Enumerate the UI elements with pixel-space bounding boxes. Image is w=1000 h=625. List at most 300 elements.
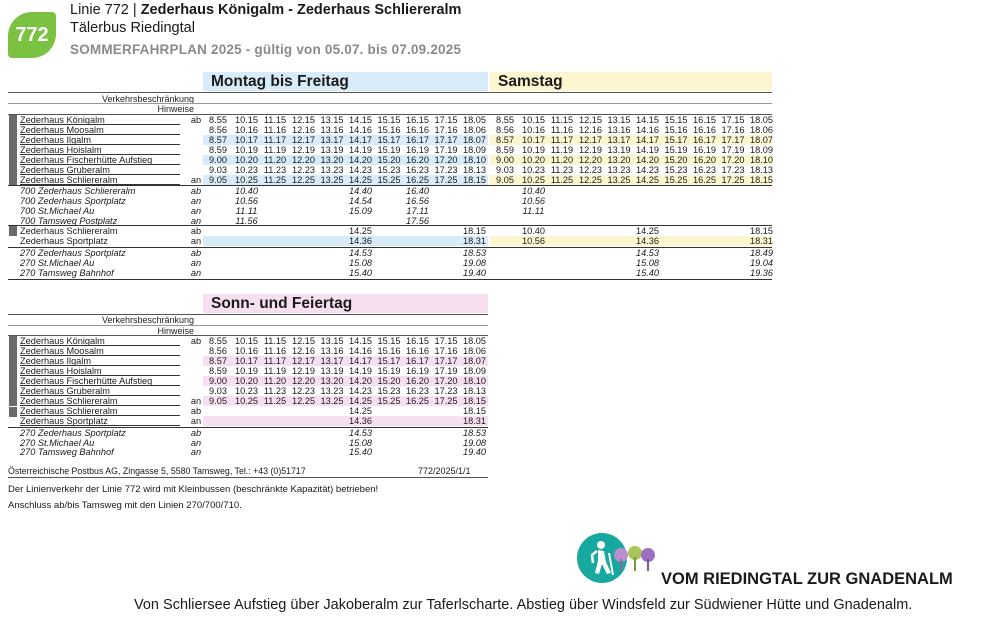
saturday-time: 10.17 xyxy=(522,134,545,145)
sunday-time: 12.20 xyxy=(292,375,315,386)
saturday-time: 15.16 xyxy=(664,124,688,135)
weekday-time: 14.19 xyxy=(349,144,372,155)
saturday-time: 11.20 xyxy=(550,154,574,165)
weekday-time: 15.40 xyxy=(349,268,372,279)
weekday-time: 17.17 xyxy=(434,134,458,145)
sunday-time: 9.03 xyxy=(209,385,227,396)
stop-name: Zederhaus Königalm xyxy=(20,336,105,346)
weekday-time: 11.17 xyxy=(263,134,287,145)
sunday-time: 15.19 xyxy=(377,365,401,376)
line-prefix: Linie 772 xyxy=(70,2,129,18)
weekday-time: 16.17 xyxy=(406,134,429,145)
promo-description: Von Schliersee Aufstieg über Jakoberalm zur Taferlscharte. Abstieg über Windsfeld zur Südwiener Hütte und Gnadenalm. xyxy=(134,597,913,613)
weekday-time: 12.19 xyxy=(292,144,315,155)
connection-row xyxy=(20,447,780,457)
sunday-time: 10.23 xyxy=(235,385,258,396)
sunday-time: 17.23 xyxy=(434,385,458,396)
arr-dep-flag: an xyxy=(190,236,202,247)
sunday-time: 15.15 xyxy=(377,336,401,346)
stop-name: Zederhaus Fischerhütte Aufstieg xyxy=(20,375,153,386)
weekday-time: 16.19 xyxy=(406,144,429,155)
saturday-time: 17.15 xyxy=(721,115,745,125)
saturday-time: 14.15 xyxy=(636,115,659,125)
weekday-time: 17.11 xyxy=(406,205,429,216)
saturday-time: 18.49 xyxy=(750,248,773,259)
saturday-time: 14.36 xyxy=(636,236,659,247)
sunday-time: 16.17 xyxy=(406,355,429,366)
timetable-reference: 772/2025/1/1 xyxy=(418,466,471,476)
arr-dep-flag: ab xyxy=(190,248,202,259)
sunday-time: 17.16 xyxy=(434,345,458,356)
saturday-time: 16.16 xyxy=(693,124,716,135)
line-number-badge: 772 xyxy=(8,12,56,58)
saturday-time: 13.25 xyxy=(607,174,631,185)
arr-dep-flag: an xyxy=(190,215,202,226)
weekday-time: 14.20 xyxy=(349,154,372,165)
weekday-time: 18.05 xyxy=(463,115,486,125)
weekday-time: 18.10 xyxy=(463,154,486,165)
sunday-time: 13.23 xyxy=(320,385,344,396)
sunday-time: 15.40 xyxy=(349,447,372,458)
saturday-time: 19.36 xyxy=(750,268,773,279)
weekday-time: 13.19 xyxy=(320,144,344,155)
saturday-time: 16.23 xyxy=(693,164,716,175)
weekday-time: 10.20 xyxy=(235,154,258,165)
saturday-time: 8.59 xyxy=(496,144,514,155)
sunday-time: 17.17 xyxy=(434,355,458,366)
minibus-note: Der Linienverkehr der Linie 772 wird mit Kleinbussen (beschränkte Kapazität) betrieben! xyxy=(8,484,379,495)
sunday-time: 14.19 xyxy=(349,365,372,376)
sunday-time: 13.16 xyxy=(320,345,344,356)
stop-name: 700 St.Michael Au xyxy=(20,205,95,216)
stop-name: 700 Zederhaus Sportplatz xyxy=(20,195,126,206)
stop-name: Zederhaus Ilgalm xyxy=(20,134,91,145)
weekday-time: 15.08 xyxy=(349,258,372,269)
sunday-time: 12.16 xyxy=(292,345,315,356)
saturday-time: 10.40 xyxy=(522,226,545,237)
saturday-time: 10.20 xyxy=(522,154,545,165)
sunday-time: 8.56 xyxy=(209,345,227,356)
stop-name: Zederhaus Schliereralm xyxy=(20,174,118,185)
saturday-time: 17.25 xyxy=(721,174,745,185)
weekday-time: 14.17 xyxy=(349,134,372,145)
saturday-time: 15.23 xyxy=(664,164,688,175)
weekday-time: 8.56 xyxy=(209,124,227,135)
saturday-time: 12.23 xyxy=(579,164,602,175)
section-weekday: Montag bis Freitag xyxy=(203,72,488,91)
sunday-time: 10.17 xyxy=(235,355,258,366)
line-title xyxy=(70,2,461,18)
arr-dep-flag: an xyxy=(190,268,202,279)
saturday-time: 8.57 xyxy=(496,134,514,145)
sunday-time: 16.25 xyxy=(406,395,429,406)
arr-dep-flag: an xyxy=(190,258,202,269)
weekday-time: 11.23 xyxy=(263,164,287,175)
saturday-time: 8.55 xyxy=(496,115,514,125)
stop-name: Zederhaus Ilgalm xyxy=(20,355,91,366)
stop-name: Zederhaus Schliereralm xyxy=(20,395,118,406)
sunday-time: 17.25 xyxy=(434,395,458,406)
sunday-time: 18.31 xyxy=(463,415,486,426)
title-separator: | xyxy=(132,2,137,18)
arr-dep-flag: an xyxy=(190,395,202,406)
weekday-time: 14.25 xyxy=(349,174,372,185)
weekday-time: 8.55 xyxy=(209,115,227,125)
sunday-time: 12.23 xyxy=(292,385,315,396)
arr-dep-flag: ab xyxy=(190,427,202,438)
saturday-time: 15.25 xyxy=(664,174,688,185)
sunday-time: 14.23 xyxy=(349,385,372,396)
weekday-time: 14.36 xyxy=(349,236,372,247)
saturday-time: 14.23 xyxy=(636,164,659,175)
weekday-time: 18.53 xyxy=(463,248,486,259)
sunday-time: 13.20 xyxy=(320,375,344,386)
sunday-time: 14.36 xyxy=(349,415,372,426)
weekday-time: 18.06 xyxy=(463,124,486,135)
weekday-time: 10.19 xyxy=(235,144,258,155)
arr-dep-flag: an xyxy=(190,437,202,448)
sunday-time: 10.25 xyxy=(235,395,258,406)
weekday-time: 13.20 xyxy=(320,154,344,165)
weekday-time: 12.25 xyxy=(292,174,315,185)
timetable-row xyxy=(20,236,780,246)
arr-dep-flag: an xyxy=(190,447,202,458)
stop-name: Zederhaus Schliereralm xyxy=(20,226,118,237)
sunday-time: 11.20 xyxy=(263,375,287,386)
weekday-time: 18.09 xyxy=(463,144,486,155)
sunday-time: 18.07 xyxy=(463,355,486,366)
arr-dep-flag: an xyxy=(190,415,202,426)
saturday-time: 9.03 xyxy=(496,164,514,175)
timetable-row xyxy=(20,226,780,236)
weekday-time: 10.40 xyxy=(235,185,258,196)
saturday-time: 10.23 xyxy=(522,164,545,175)
stop-name: Zederhaus Moosalm xyxy=(20,345,104,356)
stop-group-bar xyxy=(9,115,17,185)
saturday-time: 13.20 xyxy=(607,154,631,165)
saturday-time: 18.15 xyxy=(750,226,773,237)
weekday-time: 14.15 xyxy=(349,115,372,125)
saturday-time: 14.53 xyxy=(636,248,659,259)
sunday-time: 11.16 xyxy=(263,345,287,356)
sunday-time: 18.13 xyxy=(463,385,486,396)
weekday-time: 10.15 xyxy=(235,115,258,125)
sunday-time: 15.23 xyxy=(377,385,401,396)
saturday-time: 18.10 xyxy=(750,154,773,165)
sunday-time: 17.20 xyxy=(434,375,458,386)
weekday-time: 11.11 xyxy=(235,205,258,216)
weekday-time: 12.20 xyxy=(292,154,315,165)
saturday-time: 13.17 xyxy=(607,134,631,145)
weekday-time: 10.25 xyxy=(235,174,258,185)
arr-dep-flag: ab xyxy=(190,405,202,416)
stop-name: 270 Zederhaus Sportplatz xyxy=(20,427,126,438)
weekday-time: 13.23 xyxy=(320,164,344,175)
saturday-time: 12.17 xyxy=(579,134,602,145)
connection-row xyxy=(20,428,780,438)
sunday-time: 14.25 xyxy=(349,395,372,406)
weekday-time: 18.13 xyxy=(463,164,486,175)
sunday-time: 12.17 xyxy=(292,355,315,366)
weekday-time: 15.19 xyxy=(377,144,401,155)
saturday-time: 15.40 xyxy=(636,268,659,279)
weekday-time: 14.40 xyxy=(349,185,372,196)
route-name: Zederhaus Königalm - Zederhaus Schliereralm xyxy=(140,2,462,18)
sunday-time: 18.06 xyxy=(463,345,486,356)
weekday-time: 14.16 xyxy=(349,124,372,135)
saturday-time: 16.20 xyxy=(693,154,716,165)
saturday-time: 11.25 xyxy=(550,174,574,185)
weekday-time: 13.17 xyxy=(320,134,344,145)
saturday-time: 10.16 xyxy=(522,124,545,135)
weekday-time: 15.23 xyxy=(377,164,401,175)
saturday-time: 12.25 xyxy=(579,174,602,185)
weekday-time: 14.25 xyxy=(349,226,372,237)
table-bottom-rule xyxy=(8,279,772,280)
line-subtitle: Tälerbus Riedingtal xyxy=(70,20,195,36)
stop-name: 270 St.Michael Au xyxy=(20,437,95,448)
weekday-time: 16.25 xyxy=(406,174,429,185)
sunday-time: 17.19 xyxy=(434,365,458,376)
weekday-time: 9.05 xyxy=(209,174,227,185)
saturday-time: 18.13 xyxy=(750,164,773,175)
weekday-time: 14.23 xyxy=(349,164,372,175)
sunday-time: 8.55 xyxy=(209,336,227,346)
sunday-time: 13.25 xyxy=(320,395,344,406)
sunday-time: 18.15 xyxy=(463,405,486,416)
connection-row xyxy=(20,438,780,448)
saturday-time: 17.17 xyxy=(721,134,745,145)
weekday-time: 16.20 xyxy=(406,154,429,165)
arr-dep-flag: ab xyxy=(190,115,202,125)
sunday-time: 14.16 xyxy=(349,345,372,356)
weekday-time: 12.23 xyxy=(292,164,315,175)
stop-name: Zederhaus Hoislalm xyxy=(20,144,102,155)
sunday-time: 19.08 xyxy=(463,437,486,448)
stop-name: Zederhaus Hoislalm xyxy=(20,365,102,376)
sunday-time: 16.20 xyxy=(406,375,429,386)
sunday-time: 11.19 xyxy=(263,365,287,376)
notes-label: Hinweise xyxy=(157,104,194,114)
footer-rule xyxy=(8,477,488,478)
weekday-time: 11.25 xyxy=(263,174,287,185)
season-validity: SOMMERFAHRPLAN 2025 - gültig von 05.07. bis 07.09.2025 xyxy=(70,42,462,57)
stop-name: Zederhaus Sportplatz xyxy=(20,415,108,426)
sunday-time: 10.20 xyxy=(235,375,258,386)
connection-row xyxy=(20,196,780,206)
saturday-time: 10.56 xyxy=(522,236,545,247)
weekday-time: 12.16 xyxy=(292,124,315,135)
saturday-time: 16.15 xyxy=(693,115,716,125)
stop-name: Zederhaus Schliereralm xyxy=(20,405,118,416)
sunday-time: 10.15 xyxy=(235,336,258,346)
weekday-time: 8.57 xyxy=(209,134,227,145)
saturday-time: 9.05 xyxy=(496,174,514,185)
section-saturday: Samstag xyxy=(490,72,772,91)
saturday-time: 16.19 xyxy=(693,144,716,155)
sunday-time: 18.53 xyxy=(463,427,486,438)
weekday-time: 16.56 xyxy=(406,195,429,206)
arr-dep-flag: an xyxy=(190,174,202,185)
saturday-time: 12.15 xyxy=(579,115,602,125)
sunday-time: 16.23 xyxy=(406,385,429,396)
connection-row xyxy=(20,248,780,258)
saturday-time: 11.19 xyxy=(550,144,574,155)
sunday-time: 14.25 xyxy=(349,405,372,416)
saturday-time: 13.23 xyxy=(607,164,631,175)
sunday-time: 18.10 xyxy=(463,375,486,386)
sunday-time: 17.15 xyxy=(434,336,458,346)
weekday-time: 10.16 xyxy=(235,124,258,135)
weekday-time: 14.53 xyxy=(349,248,372,259)
saturday-time: 19.04 xyxy=(750,258,773,269)
sunday-time: 18.09 xyxy=(463,365,486,376)
saturday-time: 18.09 xyxy=(750,144,773,155)
sunday-time: 16.19 xyxy=(406,365,429,376)
weekday-time: 8.59 xyxy=(209,144,227,155)
weekday-time: 11.56 xyxy=(235,215,258,226)
saturday-time: 8.56 xyxy=(496,124,514,135)
stop-name: 700 Tamsweg Postplatz xyxy=(20,215,118,226)
sunday-time: 11.25 xyxy=(263,395,287,406)
saturday-time: 17.23 xyxy=(721,164,745,175)
connection-note: Anschluss ab/bis Tamsweg mit den Linien 270/700/710. xyxy=(8,500,242,511)
saturday-time: 15.08 xyxy=(636,258,659,269)
sunday-time: 15.08 xyxy=(349,437,372,448)
stop-name: Zederhaus Sportplatz xyxy=(20,236,108,247)
weekday-time: 18.15 xyxy=(463,226,486,237)
weekday-time: 13.16 xyxy=(320,124,344,135)
sunday-time: 11.23 xyxy=(263,385,287,396)
weekday-time: 17.19 xyxy=(434,144,458,155)
section-sunday: Sonn- und Feiertag xyxy=(203,294,488,313)
stop-name: Zederhaus Gruberalm xyxy=(20,164,110,175)
weekday-time: 12.17 xyxy=(292,134,315,145)
connection-row xyxy=(20,258,780,268)
weekday-time: 13.15 xyxy=(320,115,344,125)
saturday-time: 17.16 xyxy=(721,124,745,135)
weekday-time: 9.03 xyxy=(209,164,227,175)
weekday-time: 14.54 xyxy=(349,195,372,206)
saturday-time: 18.06 xyxy=(750,124,773,135)
sunday-notes-label: Hinweise xyxy=(157,326,194,336)
saturday-time: 17.19 xyxy=(721,144,745,155)
weekday-time: 15.15 xyxy=(377,115,401,125)
weekday-time: 16.40 xyxy=(406,185,429,196)
weekday-time: 11.16 xyxy=(263,124,287,135)
saturday-time: 17.20 xyxy=(721,154,745,165)
sunday-time: 10.19 xyxy=(235,365,258,376)
weekday-time: 17.23 xyxy=(434,164,458,175)
weekday-time: 16.16 xyxy=(406,124,429,135)
sunday-time: 9.00 xyxy=(209,375,227,386)
sunday-time: 13.19 xyxy=(320,365,344,376)
sunday-time: 12.19 xyxy=(292,365,315,376)
saturday-time: 10.19 xyxy=(522,144,545,155)
saturday-time: 11.17 xyxy=(550,134,574,145)
weekday-time: 10.17 xyxy=(235,134,258,145)
saturday-time: 10.40 xyxy=(522,185,545,196)
sunday-time: 15.20 xyxy=(377,375,401,386)
sunday-time: 13.15 xyxy=(320,336,344,346)
sunday-time: 15.25 xyxy=(377,395,401,406)
sunday-time: 8.59 xyxy=(209,365,227,376)
saturday-time: 15.15 xyxy=(664,115,688,125)
saturday-time: 14.20 xyxy=(636,154,659,165)
weekday-time: 17.56 xyxy=(406,215,429,226)
weekday-time: 16.23 xyxy=(406,164,429,175)
saturday-time: 9.00 xyxy=(496,154,514,165)
sunday-time: 10.16 xyxy=(235,345,258,356)
connection-row xyxy=(20,206,780,216)
sunday-time: 18.05 xyxy=(463,336,486,346)
weekday-time: 17.20 xyxy=(434,154,458,165)
weekday-time: 12.15 xyxy=(292,115,315,125)
saturday-time: 13.19 xyxy=(607,144,631,155)
stop-name: 270 St.Michael Au xyxy=(20,258,95,269)
arr-dep-flag: an xyxy=(190,205,202,216)
weekday-time: 18.07 xyxy=(463,134,486,145)
sunday-time: 8.57 xyxy=(209,355,227,366)
saturday-time: 11.16 xyxy=(550,124,574,135)
weekday-time: 17.15 xyxy=(434,115,458,125)
connection-row xyxy=(20,268,780,278)
sunday-time: 9.05 xyxy=(209,395,227,406)
sunday-time: 18.15 xyxy=(463,395,486,406)
saturday-time: 16.25 xyxy=(693,174,716,185)
stop-name: Zederhaus Moosalm xyxy=(20,124,104,135)
saturday-time: 18.05 xyxy=(750,115,773,125)
sunday-restriction-label: Verkehrsbeschränkung xyxy=(101,315,194,325)
arr-dep-flag: an xyxy=(190,195,202,206)
saturday-time: 13.16 xyxy=(607,124,631,135)
weekday-time: 16.15 xyxy=(406,115,429,125)
sunday-time: 11.17 xyxy=(263,355,287,366)
saturday-time: 15.17 xyxy=(664,134,688,145)
saturday-time: 11.23 xyxy=(550,164,574,175)
saturday-time: 10.15 xyxy=(522,115,545,125)
saturday-time: 10.56 xyxy=(522,195,545,206)
saturday-time: 11.15 xyxy=(550,115,574,125)
sunday-time: 14.53 xyxy=(349,427,372,438)
sunday-time: 15.16 xyxy=(377,345,401,356)
sunday-time: 14.20 xyxy=(349,375,372,386)
saturday-time: 12.16 xyxy=(579,124,602,135)
stop-group-bar xyxy=(9,226,17,236)
arr-dep-flag: ab xyxy=(190,226,202,237)
saturday-time: 13.15 xyxy=(607,115,631,125)
sunday-time: 12.25 xyxy=(292,395,315,406)
sunday-time: 19.40 xyxy=(463,447,486,458)
saturday-time: 16.17 xyxy=(693,134,716,145)
saturday-time: 18.31 xyxy=(750,236,773,247)
saturday-time: 18.07 xyxy=(750,134,773,145)
weekday-time: 11.20 xyxy=(263,154,287,165)
promo-title: VOM RIEDINGTAL ZUR GNADENALM xyxy=(661,570,953,588)
weekday-time: 11.19 xyxy=(263,144,287,155)
connection-row xyxy=(20,186,780,196)
weekday-time: 11.15 xyxy=(263,115,287,125)
stop-name: 270 Tamsweg Bahnhof xyxy=(20,447,114,458)
sunday-time: 14.15 xyxy=(349,336,372,346)
weekday-time: 15.09 xyxy=(349,205,372,216)
weekday-time: 10.56 xyxy=(235,195,258,206)
stop-name: 270 Tamsweg Bahnhof xyxy=(20,268,114,279)
stop-name: Zederhaus Königalm xyxy=(20,115,105,125)
trees-icon xyxy=(612,545,658,573)
sunday-time: 16.16 xyxy=(406,345,429,356)
saturday-time: 12.19 xyxy=(579,144,602,155)
